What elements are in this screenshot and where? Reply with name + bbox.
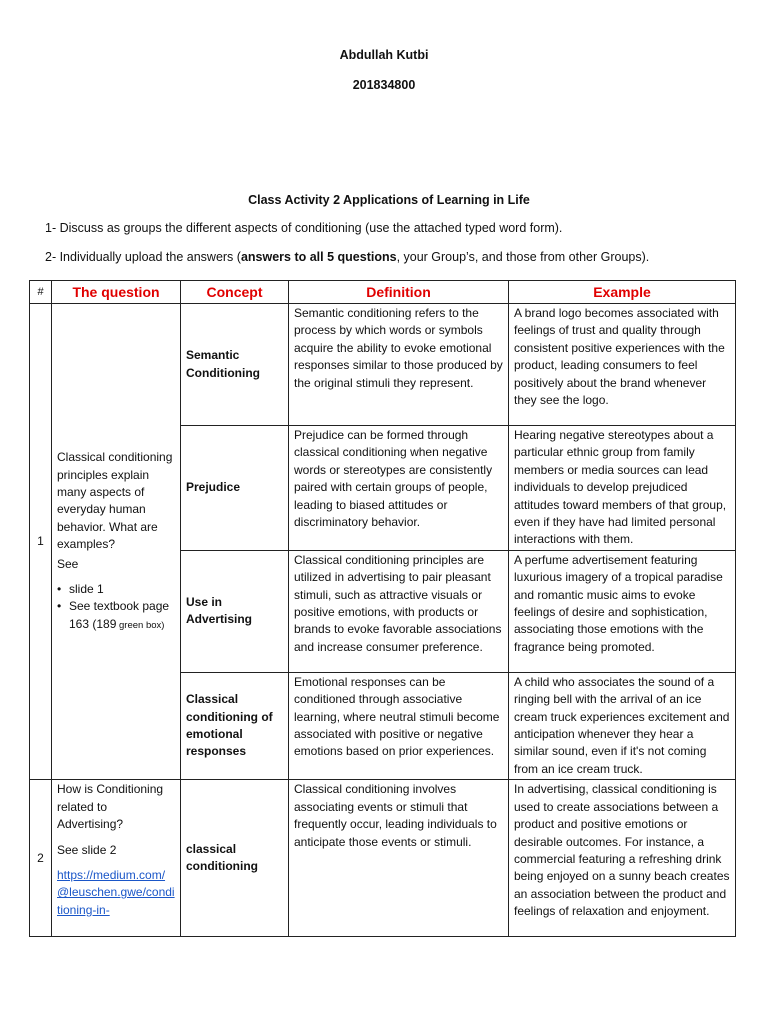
student-id: 201834800	[352, 78, 416, 92]
instruction-2	[45, 250, 649, 264]
concept-cell: Use in Advertising	[181, 550, 289, 672]
instruction-2-bold: answers to all 5 questions	[240, 250, 397, 264]
definition-cell: Classical conditioning principles are utilized in advertising to pair pleasant stimuli, such as attractive visuals or positive emotions, with products or brands to evoke favorable associations and increase consumer preference.	[289, 550, 509, 672]
reference-list	[57, 581, 175, 634]
concept-cell: Prejudice	[181, 426, 289, 551]
see-label: See slide 2	[57, 842, 117, 857]
instruction-1: 1- Discuss as groups the different aspects of conditioning (use the attached typed word form).	[45, 221, 563, 235]
header-concept: Concept	[181, 281, 289, 304]
example-cell: A child who associates the sound of a ringing bell with the arrival of an ice cream truck experiences excitement and anticipation whenever they hear a similar sound, even if it's not coming from an ice cream truck.	[509, 672, 736, 779]
author-name: Abdullah Kutbi	[339, 48, 429, 62]
header-definition: Definition	[289, 281, 509, 304]
example-cell: A perfume advertisement featuring luxurious imagery of a tropical paradise and romantic music aims to evoke feelings of desire and sophistication, associating those emotions with the fragrance being promoted.	[509, 550, 736, 672]
example-cell: In advertising, classical conditioning is used to create associations between a product and positive emotions or desirable outcomes. For instance, a commercial featuring a refreshing drink being enjoyed on a sunny beach creates an association between the product and feelings of relaxation and enjoyment.	[509, 780, 736, 937]
header-question: The question	[52, 281, 181, 304]
instruction-2-pre: 2- Individually upload the answers (	[45, 250, 241, 264]
header-num: #	[30, 281, 52, 304]
question-cell	[52, 780, 181, 937]
instruction-2-post: , your Group’s, and those from other Groups).	[396, 250, 650, 264]
table-header-row	[30, 281, 736, 304]
question-text: Classical conditioning principles explain many aspects of everyday human behavior. What are examples?	[57, 450, 173, 552]
concept-cell: Semantic Conditioning	[181, 304, 289, 426]
reference-note: green box)	[116, 619, 165, 631]
example-cell: A brand logo becomes associated with feelings of trust and quality through consistent positive experiences with the product, leading consumers to feel positively about the brand whenever they see the logo.	[509, 304, 736, 426]
row-number: 1	[30, 304, 52, 780]
concept-cell: classical conditioning	[181, 780, 289, 937]
concept-cell: Classical conditioning of emotional responses	[181, 672, 289, 779]
reference-text: See textbook page 163 (189	[69, 599, 170, 631]
medium-link[interactable]: https://medium.com/@leuschen.gwe/conditioning-in-	[57, 867, 175, 917]
document-title: Class Activity 2 Applications of Learning in Life	[248, 193, 530, 207]
question-text: How is Conditioning related to Advertising?	[57, 782, 164, 832]
header-example: Example	[509, 281, 736, 304]
table-row	[30, 304, 736, 426]
definition-cell: Prejudice can be formed through classical conditioning when negative words or stereotypes are consistently paired with certain groups of people, leading to biased attitudes or discriminatory behavior.	[289, 426, 509, 551]
see-label: See	[57, 556, 79, 571]
example-cell: Hearing negative stereotypes about a particular ethnic group from family members or media sources can lead individuals to develop prejudiced attitudes toward members of that group, even if they have had limited personal interactions with them.	[509, 426, 736, 551]
definition-cell: Semantic conditioning refers to the process by which words or symbols acquire the ability to evoke emotional responses similar to those produced by the original stimuli they represent.	[289, 304, 509, 426]
definition-cell: Emotional responses can be conditioned through associative learning, where neutral stimuli become associated with positive or negative emotions based on prior experiences.	[289, 672, 509, 779]
definition-cell: Classical conditioning involves associating events or stimuli that frequently occur, leading individuals to anticipate those events or stimuli.	[289, 780, 509, 937]
reference-item	[57, 598, 175, 634]
row-number: 2	[30, 780, 52, 937]
reference-item: • slide 1	[57, 581, 175, 598]
activity-table	[29, 280, 736, 937]
question-cell	[52, 304, 181, 780]
table-row	[30, 780, 736, 937]
